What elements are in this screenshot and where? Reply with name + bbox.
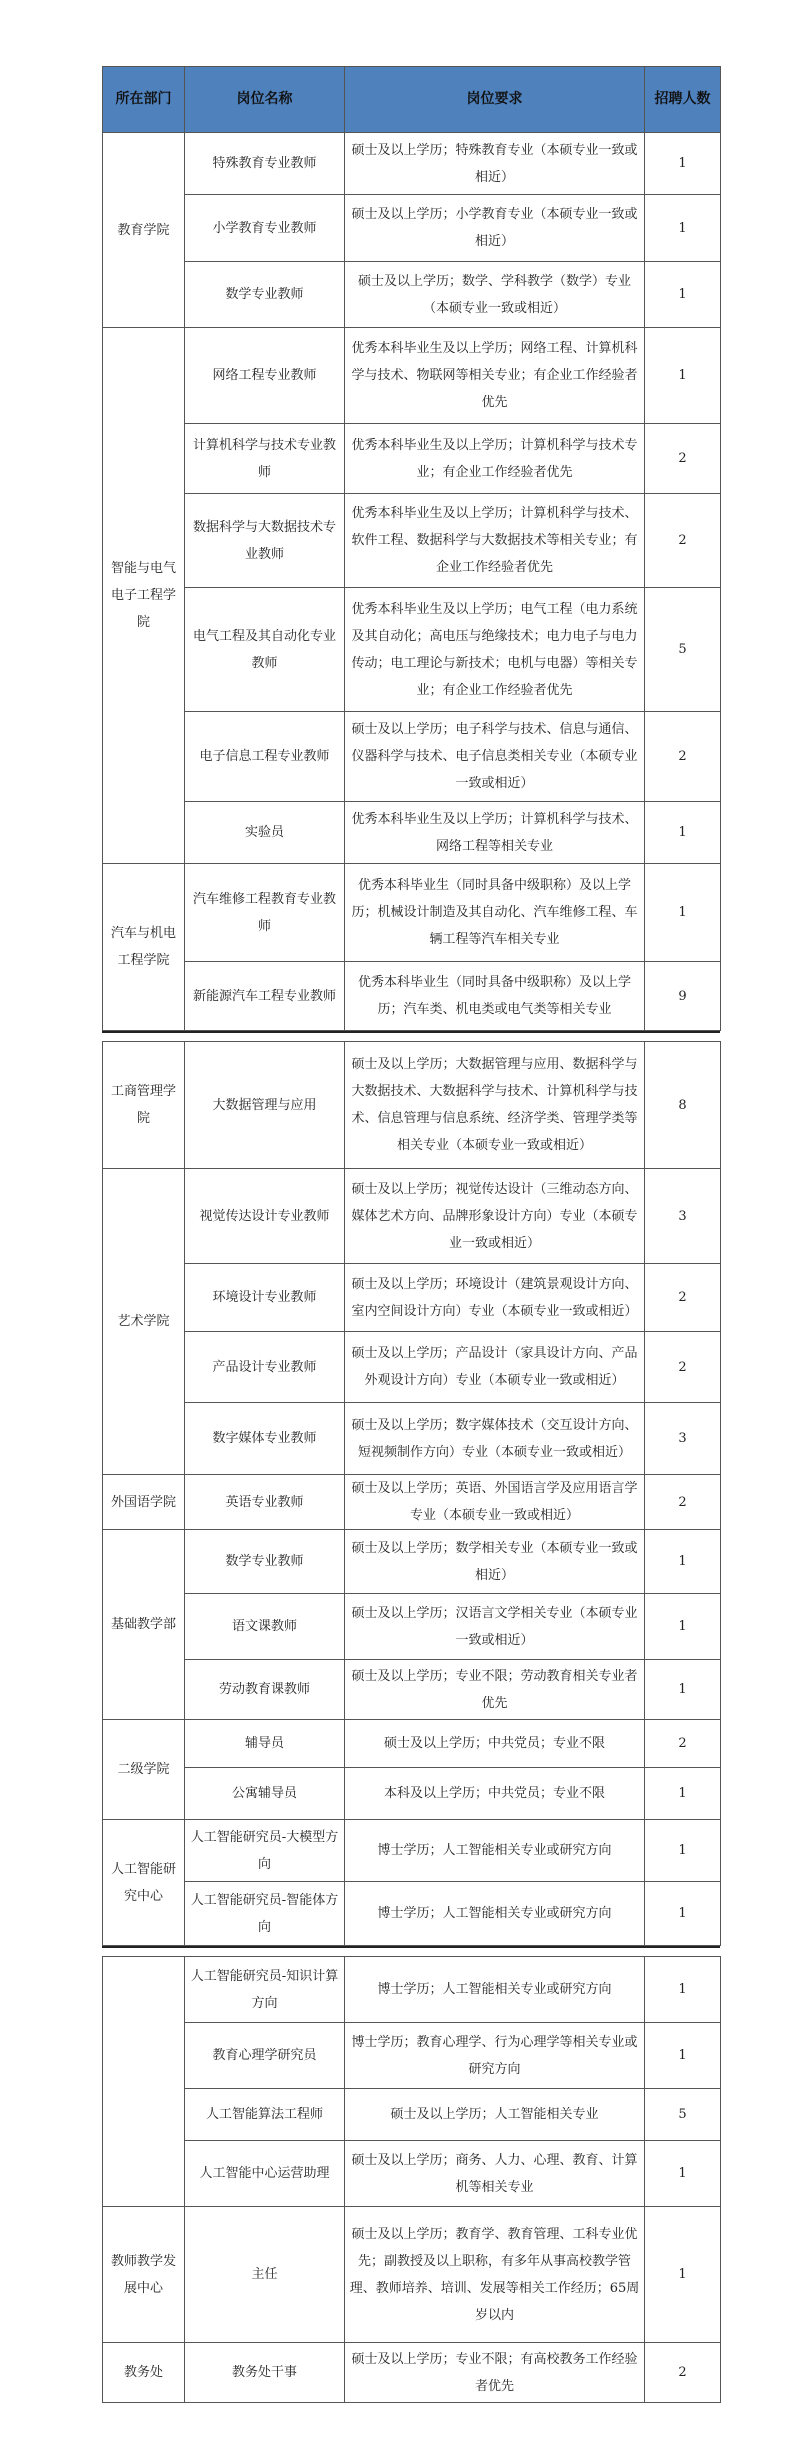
column-header: 招聘人数 [645, 67, 721, 133]
table-row [103, 2089, 721, 2141]
requirement-cell: 博士学历；人工智能相关专业或研究方向 [345, 1820, 645, 1882]
table-row [103, 2343, 721, 2403]
position-cell: 汽车维修工程教育专业教师 [185, 864, 345, 962]
requirement-cell: 硕士及以上学历；中共党员；专业不限 [345, 1720, 645, 1768]
table-row [103, 1530, 721, 1594]
position-cell: 辅导员 [185, 1720, 345, 1768]
count-cell: 1 [645, 2207, 721, 2343]
table-row [103, 195, 721, 262]
position-cell: 语文课教师 [185, 1594, 345, 1660]
position-cell: 劳动教育课教师 [185, 1660, 345, 1720]
position-cell: 数字媒体专业教师 [185, 1403, 345, 1475]
count-cell: 2 [645, 494, 721, 588]
table-row [103, 133, 721, 195]
header-row [103, 67, 721, 133]
table-row [103, 864, 721, 962]
count-cell: 1 [645, 262, 721, 328]
requirement-cell: 硕士及以上学历；汉语言文学相关专业（本硕专业一致或相近） [345, 1594, 645, 1660]
table-row [103, 424, 721, 494]
position-cell: 电子信息工程专业教师 [185, 712, 345, 802]
requirement-cell: 硕士及以上学历；数字媒体技术（交互设计方向、短视频制作方向）专业（本硕专业一致或相近） [345, 1403, 645, 1475]
count-cell: 5 [645, 588, 721, 712]
table-row [103, 1820, 721, 1882]
requirement-cell: 优秀本科毕业生（同时具备中级职称）及以上学历；机械设计制造及其自动化、汽车维修工程、车辆工程等汽车相关专业 [345, 864, 645, 962]
count-cell: 1 [645, 802, 721, 864]
requirement-cell: 硕士及以上学历；专业不限；劳动教育相关专业者优先 [345, 1660, 645, 1720]
table-row [103, 1720, 721, 1768]
table-row [103, 1768, 721, 1820]
department-cell: 艺术学院 [103, 1169, 185, 1475]
position-cell: 人工智能研究员-大模型方向 [185, 1820, 345, 1882]
position-cell: 教务处干事 [185, 2343, 345, 2403]
requirement-cell: 优秀本科毕业生及以上学历；计算机科学与技术、软件工程、数据科学与大数据技术等相关专业；有企业工作经验者优先 [345, 494, 645, 588]
table-row [103, 1660, 721, 1720]
position-cell: 人工智能中心运营助理 [185, 2141, 345, 2207]
requirement-cell: 博士学历；人工智能相关专业或研究方向 [345, 1957, 645, 2023]
table-row [103, 2023, 721, 2089]
count-cell: 2 [645, 1720, 721, 1768]
count-cell: 1 [645, 133, 721, 195]
position-cell: 实验员 [185, 802, 345, 864]
table-segment [102, 1041, 721, 1946]
count-cell: 1 [645, 328, 721, 424]
count-cell: 5 [645, 2089, 721, 2141]
table-row [103, 1957, 721, 2023]
table-row [103, 1042, 721, 1169]
table-row [103, 712, 721, 802]
position-cell: 计算机科学与技术专业教师 [185, 424, 345, 494]
requirement-cell: 硕士及以上学历；商务、人力、心理、教育、计算机等相关专业 [345, 2141, 645, 2207]
requirement-cell: 优秀本科毕业生及以上学历；网络工程、计算机科学与技术、物联网等相关专业；有企业工作经验者优先 [345, 328, 645, 424]
column-header: 岗位名称 [185, 67, 345, 133]
department-cell: 外国语学院 [103, 1475, 185, 1530]
requirement-cell: 博士学历；教育心理学、行为心理学等相关专业或研究方向 [345, 2023, 645, 2089]
count-cell: 9 [645, 962, 721, 1031]
table-row [103, 262, 721, 328]
department-cell [103, 1957, 185, 2207]
count-cell: 1 [645, 1882, 721, 1946]
position-cell: 人工智能研究员-知识计算方向 [185, 1957, 345, 2023]
department-cell: 人工智能研究中心 [103, 1820, 185, 1946]
count-cell: 3 [645, 1169, 721, 1264]
count-cell: 1 [645, 1957, 721, 2023]
table-row [103, 2207, 721, 2343]
column-header: 所在部门 [103, 67, 185, 133]
position-cell: 主任 [185, 2207, 345, 2343]
position-cell: 大数据管理与应用 [185, 1042, 345, 1169]
count-cell: 1 [645, 1820, 721, 1882]
position-cell: 新能源汽车工程专业教师 [185, 962, 345, 1031]
column-header: 岗位要求 [345, 67, 645, 133]
table-row [103, 494, 721, 588]
table-row [103, 802, 721, 864]
count-cell: 2 [645, 1332, 721, 1403]
segment-divider [102, 1031, 720, 1041]
position-cell: 网络工程专业教师 [185, 328, 345, 424]
table-row [103, 588, 721, 712]
position-cell: 小学教育专业教师 [185, 195, 345, 262]
requirement-cell: 博士学历；人工智能相关专业或研究方向 [345, 1882, 645, 1946]
count-cell: 1 [645, 2023, 721, 2089]
position-cell: 环境设计专业教师 [185, 1264, 345, 1332]
requirement-cell: 优秀本科毕业生及以上学历；电气工程（电力系统及其自动化；高电压与绝缘技术；电力电子与电力传动；电工理论与新技术；电机与电器）等相关专业；有企业工作经验者优先 [345, 588, 645, 712]
position-cell: 教育心理学研究员 [185, 2023, 345, 2089]
count-cell: 1 [645, 195, 721, 262]
requirement-cell: 硕士及以上学历；环境设计（建筑景观设计方向、室内空间设计方向）专业（本硕专业一致或相近） [345, 1264, 645, 1332]
count-cell: 2 [645, 1475, 721, 1530]
table-row [103, 328, 721, 424]
requirement-cell: 优秀本科毕业生（同时具备中级职称）及以上学历；汽车类、机电类或电气类等相关专业 [345, 962, 645, 1031]
position-cell: 数学专业教师 [185, 1530, 345, 1594]
position-cell: 英语专业教师 [185, 1475, 345, 1530]
department-cell: 教务处 [103, 2343, 185, 2403]
requirement-cell: 硕士及以上学历；大数据管理与应用、数据科学与大数据技术、大数据科学与技术、计算机科学与技术、信息管理与信息系统、经济学类、管理学类等相关专业（本硕专业一致或相近） [345, 1042, 645, 1169]
position-cell: 人工智能研究员-智能体方向 [185, 1882, 345, 1946]
department-cell: 教师教学发展中心 [103, 2207, 185, 2343]
count-cell: 2 [645, 1264, 721, 1332]
requirement-cell: 硕士及以上学历；特殊教育专业（本硕专业一致或相近） [345, 133, 645, 195]
table-row [103, 1169, 721, 1264]
department-cell: 教育学院 [103, 133, 185, 328]
requirement-cell: 优秀本科毕业生及以上学历；计算机科学与技术专业；有企业工作经验者优先 [345, 424, 645, 494]
table-row [103, 1882, 721, 1946]
requirement-cell: 硕士及以上学历；教育学、教育管理、工科专业优先；副教授及以上职称，有多年从事高校教学管理、教师培养、培训、发展等相关工作经历；65周岁以内 [345, 2207, 645, 2343]
count-cell: 2 [645, 712, 721, 802]
requirement-cell: 硕士及以上学历；人工智能相关专业 [345, 2089, 645, 2141]
count-cell: 3 [645, 1403, 721, 1475]
count-cell: 1 [645, 1594, 721, 1660]
table-row [103, 962, 721, 1031]
count-cell: 1 [645, 1768, 721, 1820]
department-cell: 汽车与机电工程学院 [103, 864, 185, 1031]
requirement-cell: 硕士及以上学历；数学相关专业（本硕专业一致或相近） [345, 1530, 645, 1594]
requirement-cell: 硕士及以上学历；英语、外国语言学及应用语言学专业（本硕专业一致或相近） [345, 1475, 645, 1530]
table-row [103, 1475, 721, 1530]
requirement-cell: 本科及以上学历；中共党员；专业不限 [345, 1768, 645, 1820]
requirement-cell: 优秀本科毕业生及以上学历；计算机科学与技术、网络工程等相关专业 [345, 802, 645, 864]
position-cell: 数据科学与大数据技术专业教师 [185, 494, 345, 588]
table-segment [102, 66, 721, 1031]
position-cell: 特殊教育专业教师 [185, 133, 345, 195]
table-row [103, 1264, 721, 1332]
requirement-cell: 硕士及以上学历；视觉传达设计（三维动态方向、媒体艺术方向、品牌形象设计方向）专业（本硕专业一致或相近） [345, 1169, 645, 1264]
position-cell: 视觉传达设计专业教师 [185, 1169, 345, 1264]
requirement-cell: 硕士及以上学历；专业不限；有高校教务工作经验者优先 [345, 2343, 645, 2403]
count-cell: 8 [645, 1042, 721, 1169]
department-cell: 基础教学部 [103, 1530, 185, 1720]
requirement-cell: 硕士及以上学历；数学、学科教学（数学）专业（本硕专业一致或相近） [345, 262, 645, 328]
table-row [103, 1403, 721, 1475]
count-cell: 1 [645, 1660, 721, 1720]
segment-divider [102, 1946, 720, 1956]
count-cell: 1 [645, 1530, 721, 1594]
table-row [103, 1594, 721, 1660]
count-cell: 2 [645, 424, 721, 494]
requirement-cell: 硕士及以上学历；产品设计（家具设计方向、产品外观设计方向）专业（本硕专业一致或相近） [345, 1332, 645, 1403]
count-cell: 1 [645, 2141, 721, 2207]
position-cell: 产品设计专业教师 [185, 1332, 345, 1403]
department-cell: 工商管理学院 [103, 1042, 185, 1169]
requirement-cell: 硕士及以上学历；电子科学与技术、信息与通信、仪器科学与技术、电子信息类相关专业（本硕专业一致或相近） [345, 712, 645, 802]
department-cell: 二级学院 [103, 1720, 185, 1820]
table-row [103, 1332, 721, 1403]
position-cell: 人工智能算法工程师 [185, 2089, 345, 2141]
recruitment-table [102, 66, 720, 2403]
position-cell: 公寓辅导员 [185, 1768, 345, 1820]
position-cell: 电气工程及其自动化专业教师 [185, 588, 345, 712]
table-segment [102, 1956, 721, 2403]
table-row [103, 2141, 721, 2207]
requirement-cell: 硕士及以上学历；小学教育专业（本硕专业一致或相近） [345, 195, 645, 262]
count-cell: 1 [645, 864, 721, 962]
position-cell: 数学专业教师 [185, 262, 345, 328]
department-cell: 智能与电气电子工程学院 [103, 328, 185, 864]
count-cell: 2 [645, 2343, 721, 2403]
